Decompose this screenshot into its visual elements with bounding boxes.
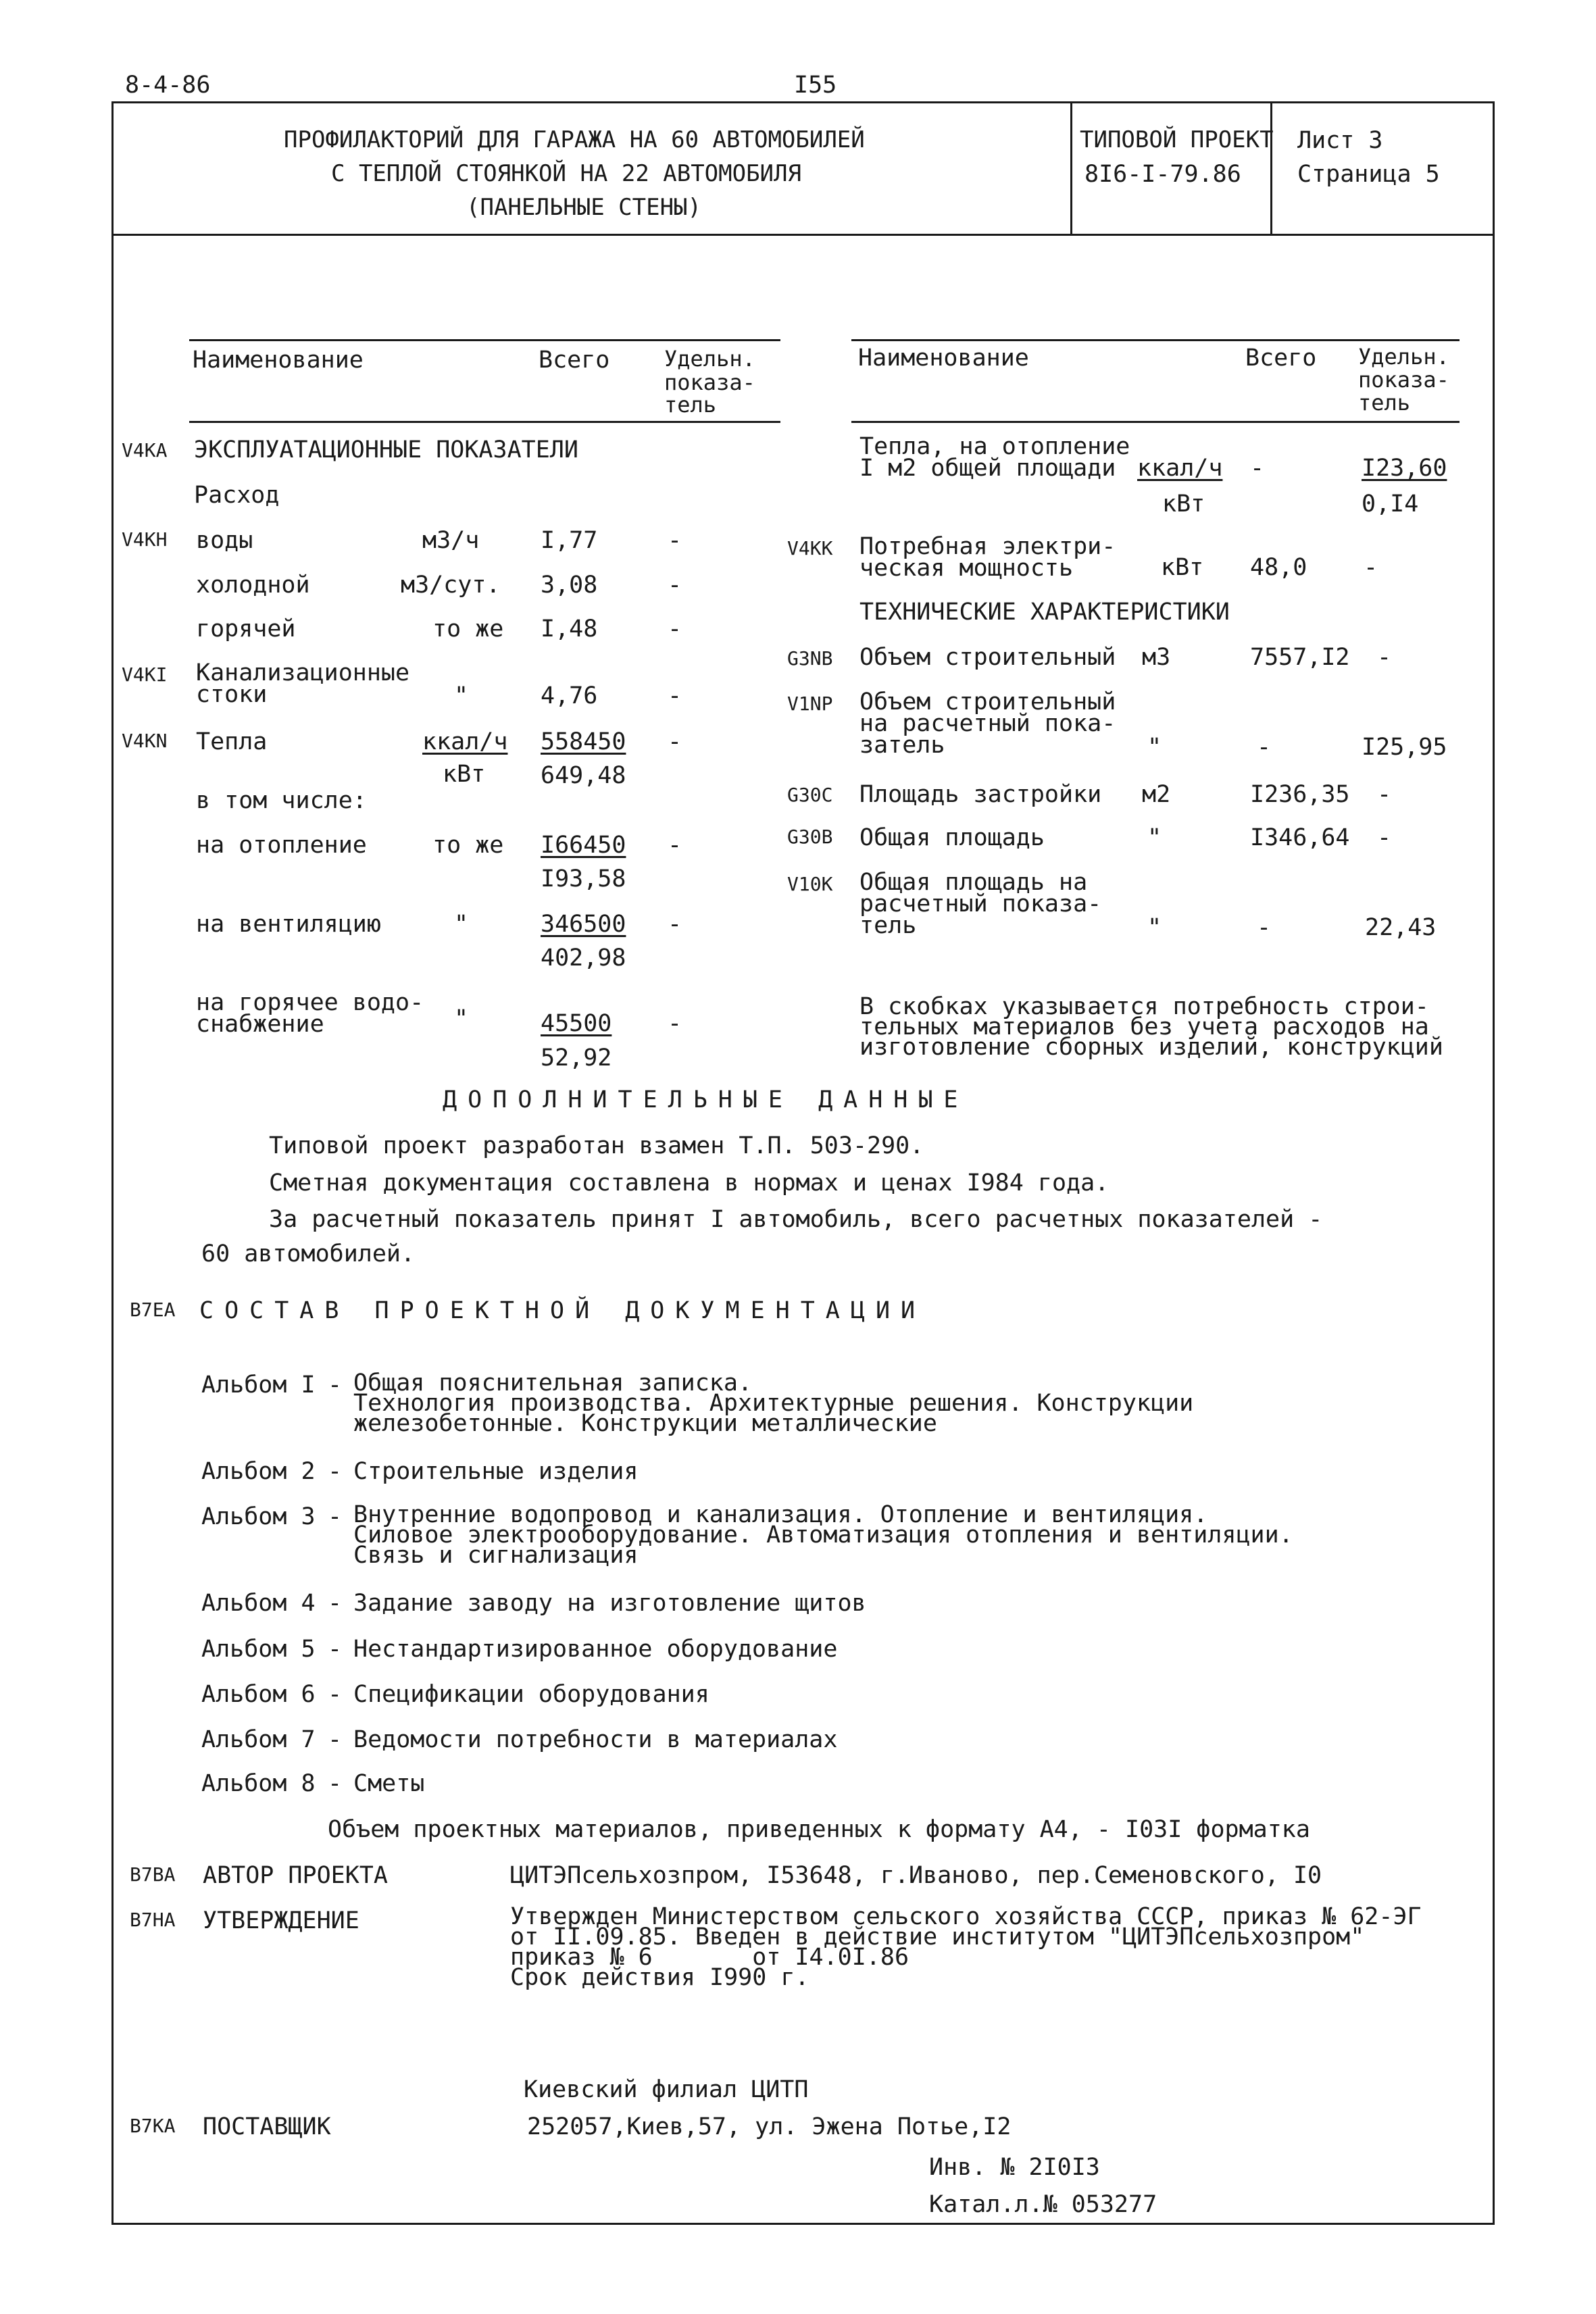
left-row-total: 346500 [541, 911, 626, 938]
album-label: Альбом 6 [201, 1681, 316, 1708]
left-row-total: I,48 [541, 615, 598, 643]
right-row-total: 48,0 [1250, 554, 1307, 581]
left-row-total-2: I93,58 [541, 865, 626, 892]
left-col-spec-3: тель [664, 392, 717, 418]
row-code: B7EA [130, 1299, 176, 1321]
album-label: Альбом 3 [201, 1503, 316, 1530]
album-text: Спецификации оборудования [353, 1681, 709, 1708]
left-row-spec: - [668, 911, 682, 938]
album-text: Сметы [353, 1770, 425, 1797]
right-table-header-line [851, 421, 1460, 423]
author-text: ЦИТЭПсельхозпром, I53648, г.Иваново, пер.Семеновского, I0 [510, 1862, 1322, 1889]
left-col-spec-2: показа- [664, 370, 755, 395]
row-code: G30B [787, 826, 833, 848]
left-row-spec: - [668, 682, 682, 709]
additional-line: За расчетный показатель принят I автомобиль, всего расчетных показателей - [269, 1206, 1323, 1233]
left-row-total: 558450 [541, 728, 626, 755]
right-row-unit: кВт [1161, 554, 1204, 581]
page-code: 8-4-86 [125, 72, 211, 99]
left-row-name: воды [196, 527, 253, 554]
album-text: Строительные изделия [353, 1458, 639, 1485]
right-row-spec: - [1377, 781, 1392, 808]
album-dash: - [328, 1503, 343, 1530]
supplier-label: ПОСТАВЩИК [203, 2113, 331, 2140]
row-code: V10K [787, 873, 833, 895]
right-col-name: Наименование [858, 345, 1029, 372]
left-row-spec: - [668, 615, 682, 643]
album-text: Внутренние водопровод и канализация. Отопление и вентиляция. Силовое электрооборудование. Автоматизация отопления и вентиляции. Связь и сигнализация [353, 1501, 1293, 1569]
volume-line: Объем проектных материалов, приведенных к формату А4, - I03I форматка [328, 1816, 1310, 1843]
composition-title: СОСТАВ ПРОЕКТНОЙ ДОКУМЕНТАЦИИ [199, 1297, 926, 1324]
row-code: V4KI [122, 663, 168, 686]
left-row-total: I66450 [541, 832, 626, 859]
right-col-spec-2: показа- [1358, 367, 1449, 393]
right-row-name: Объем строительный [859, 644, 1116, 671]
right-row-name: Площадь застройки [859, 781, 1102, 808]
left-row-unit: ккал/ч [422, 728, 508, 755]
left-row-unit: м3/ч [422, 527, 480, 554]
left-row-title: ЭКСПЛУАТАЦИОННЫЕ ПОКАЗАТЕЛИ [194, 436, 578, 463]
left-row-total: 4,76 [541, 682, 598, 709]
left-row-unit: то же [432, 615, 504, 643]
right-row-total: - [1250, 455, 1265, 482]
row-code: V1NP [787, 693, 833, 715]
header-divider-2 [1270, 101, 1272, 235]
left-row-name: в том числе: [196, 787, 367, 814]
left-row-name: Канализационные стоки [196, 659, 410, 708]
row-code: B7KA [130, 2115, 176, 2137]
right-row-total: 7557,I2 [1250, 644, 1350, 671]
right-row-spec: I23,60 [1362, 455, 1447, 482]
page-label: Страница 5 [1297, 161, 1440, 188]
inventory-number: Инв. № 2I0I3 [929, 2154, 1100, 2181]
left-row-name: на вентиляцию [196, 911, 381, 938]
right-row-spec: I25,95 [1362, 734, 1447, 761]
album-label: Альбом I [201, 1372, 316, 1399]
left-row-total-2: 402,98 [541, 945, 626, 972]
frame-left [111, 101, 114, 2225]
album-label: Альбом 8 [201, 1770, 316, 1797]
left-table-top-line [189, 339, 780, 341]
left-row-spec: - [668, 572, 682, 599]
right-row-unit: " [1147, 734, 1162, 761]
album-dash: - [328, 1590, 343, 1617]
album-dash: - [328, 1458, 343, 1485]
header-title-line-2: С ТЕПЛОЙ СТОЯНКОЙ НА 22 АВТОМОБИЛЯ [331, 160, 801, 187]
row-code: G3NB [787, 647, 833, 670]
album-label: Альбом 2 [201, 1458, 316, 1485]
right-row-total: I236,35 [1250, 781, 1350, 808]
left-row-name: на отопление [196, 832, 367, 859]
row-code: B7BA [130, 1863, 176, 1886]
right-row-unit: ккал/ч [1137, 455, 1223, 482]
right-row-spec: 22,43 [1365, 914, 1437, 941]
right-col-spec-1: Удельн. [1358, 344, 1449, 370]
left-row-total: 3,08 [541, 572, 598, 599]
author-label: АВТОР ПРОЕКТА [203, 1862, 388, 1889]
row-code: V4KN [122, 730, 168, 752]
right-row-unit: м3 [1142, 644, 1171, 671]
project-label: ТИПОВОЙ ПРОЕКТ [1080, 126, 1274, 153]
left-col-spec-1: Удельн. [664, 346, 755, 372]
left-row-total: 45500 [541, 1010, 612, 1037]
left-row-unit: " [454, 911, 469, 938]
left-row-name: Расход [194, 482, 280, 509]
right-row-unit: " [1147, 914, 1162, 941]
right-row-name: Общая площадь [859, 824, 1045, 851]
left-row-name: Тепла [196, 728, 268, 755]
left-row-unit-2: кВт [443, 761, 486, 788]
left-row-spec: - [668, 728, 682, 755]
row-code: G30C [787, 784, 833, 806]
album-dash: - [328, 1726, 343, 1753]
approval-text: Утвержден Министерством сельского хозяйства СССР, приказ № 62-ЭГ от II.09.85. Введен в действие институтом "ЦИТЭПсельхозпром" приказ № 6 от I4.0I.86 Срок действия I990 г. [510, 1903, 1422, 1991]
row-code: V4KH [122, 528, 168, 551]
right-row-total: - [1257, 914, 1272, 941]
right-row-spec: - [1377, 824, 1392, 851]
frame-bottom [111, 2223, 1495, 2225]
album-dash: - [328, 1770, 343, 1797]
sheet-number: Лист 3 [1297, 127, 1383, 154]
frame-right [1493, 101, 1495, 2225]
header-divider-1 [1070, 101, 1072, 235]
row-code: V4KK [787, 537, 833, 559]
right-table-top-line [851, 339, 1460, 341]
left-row-name: на горячее водо- снабжение [196, 989, 424, 1038]
right-row-unit: м2 [1142, 781, 1171, 808]
album-label: Альбом 7 [201, 1726, 316, 1753]
materials-note: В скобках указывается потребность строи- тельных материалов без учета расходов на изготовление сборных изделий, конструкций [859, 993, 1443, 1061]
left-row-unit: " [454, 1005, 469, 1032]
left-row-spec: - [668, 527, 682, 554]
left-row-unit: то же [432, 832, 504, 859]
left-table-header-line [189, 421, 780, 423]
right-row-unit-2: кВт [1162, 491, 1205, 518]
left-row-total-2: 52,92 [541, 1045, 612, 1072]
supplier-org: Киевский филиал ЦИТП [524, 2076, 809, 2103]
additional-title: ДОПОЛНИТЕЛЬНЫЕ ДАННЫЕ [443, 1086, 969, 1113]
left-col-name: Наименование [193, 347, 364, 374]
left-row-total: I,77 [541, 527, 598, 554]
right-row-spec: - [1377, 644, 1392, 671]
right-row-total: I346,64 [1250, 824, 1350, 851]
left-row-spec: - [668, 832, 682, 859]
row-code: B7HA [130, 1909, 176, 1931]
approval-label: УТВЕРЖДЕНИЕ [203, 1907, 359, 1934]
right-section-title: ТЕХНИЧЕСКИЕ ХАРАКТЕРИСТИКИ [859, 599, 1230, 626]
album-label: Альбом 5 [201, 1636, 316, 1663]
left-row-unit: " [454, 682, 469, 709]
right-col-total: Всего [1245, 345, 1317, 372]
album-dash: - [328, 1372, 343, 1399]
album-label: Альбом 4 [201, 1590, 316, 1617]
album-dash: - [328, 1636, 343, 1663]
frame-top [111, 101, 1495, 103]
project-number: 8I6-I-79.86 [1084, 161, 1241, 188]
additional-line: 60 автомобилей. [201, 1240, 416, 1267]
right-row-name: Объем строительный на расчетный пока- затель [859, 688, 1116, 759]
left-col-total: Всего [539, 347, 610, 374]
additional-line: Типовой проект разработан взамен Т.П. 503-290. [269, 1132, 924, 1159]
catalog-number: Катал.л.№ 053277 [929, 2191, 1157, 2218]
header-title-line-1: ПРОФИЛАКТОРИЙ ДЛЯ ГАРАЖА НА 60 АВТОМОБИЛЕЙ [284, 126, 865, 153]
left-row-total-2: 649,48 [541, 762, 626, 789]
left-row-spec: - [668, 1010, 682, 1037]
album-text: Задание заводу на изготовление щитов [353, 1590, 866, 1617]
right-row-spec-2: 0,I4 [1362, 491, 1419, 518]
left-row-unit: м3/сут. [401, 572, 501, 599]
supplier-address: 252057,Киев,57, ул. Эжена Потье,I2 [527, 2113, 1012, 2140]
additional-line: Сметная документация составлена в нормах и ценах I984 года. [269, 1169, 1109, 1197]
album-text: Общая пояснительная записка. Технология производства. Архитектурные решения. Конструкции железобетонные. Конструкции металлические [353, 1369, 1194, 1437]
header-title-line-3: (ПАНЕЛЬНЫЕ СТЕНЫ) [466, 194, 701, 221]
right-row-unit: " [1147, 824, 1162, 851]
album-text: Нестандартизированное оборудование [353, 1636, 838, 1663]
right-row-name: Потребная электри- ческая мощность [859, 533, 1116, 582]
right-row-spec: - [1364, 554, 1378, 581]
row-code: V4KA [122, 439, 168, 461]
header-bottom-line [111, 234, 1495, 236]
left-row-name: горячей [196, 615, 296, 643]
right-row-name: Общая площадь на расчетный показа- тель [859, 869, 1102, 939]
album-dash: - [328, 1681, 343, 1708]
page-number: I55 [794, 72, 837, 99]
album-text: Ведомости потребности в материалах [353, 1726, 838, 1753]
right-row-total: - [1257, 734, 1272, 761]
right-row-name: Тепла, на отопление I м2 общей площади [859, 433, 1130, 482]
right-col-spec-3: тель [1358, 390, 1411, 416]
left-row-name: холодной [196, 572, 310, 599]
